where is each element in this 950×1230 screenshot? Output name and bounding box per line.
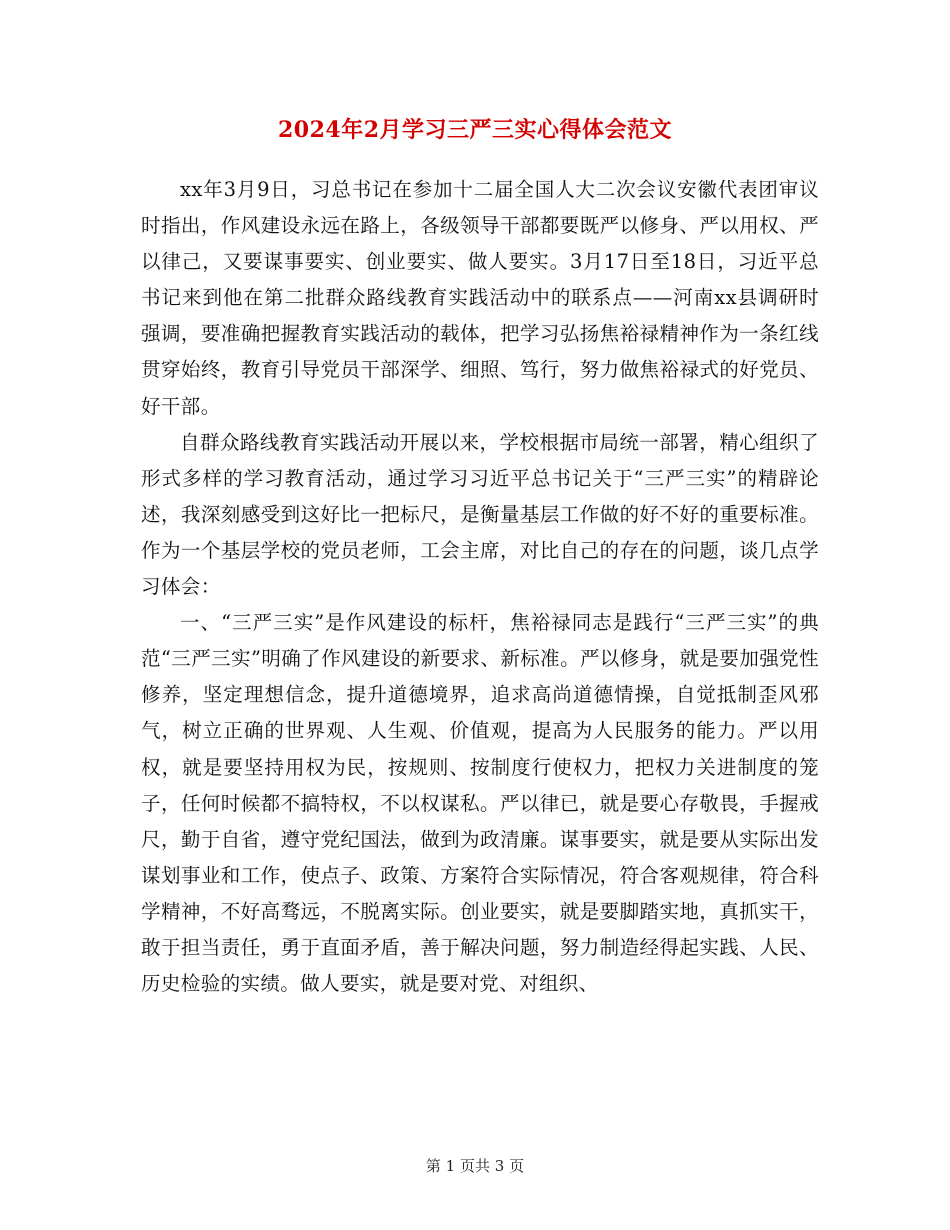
paragraph-point-one: 一、“三严三实”是作风建设的标杆，焦裕禄同志是践行“三严三实”的典范“三严三实”明确了作风建设的新要求、新标准。严以修身，就是要加强党性修养，坚定理想信念，提升道德境界，追求高尚道德情操，自觉抵制歪风邪气，树立正确的世界观、人生观、价值观，提高为人民服务的能力。严以用权，就是要坚持用权为民，按规则、按制度行使权力，把权力关进制度的笼子，任何时候都不搞特权，不以权谋私。严以律已，就是要心存敬畏，手握戒尺，勤于自省，遵守党纪国法，做到为政清廉。谋事要实，就是要从实际出发谋划事业和工作，使点子、政策、方案符合实际情况，符合客观规律，符合科学精神，不好高骛远，不脱离实际。创业要实，就是要脚踏实地，真抓实干，敢于担当责任，勇于直面矛盾，善于解决问题，努力制造经得起实践、人民、历史检验的实绩。做人要实，就是要对党、对组织、 — [141, 611, 819, 996]
document-body — [141, 172, 819, 1002]
paragraph-context: 自群众路线教育实践活动开展以来，学校根据市局统一部署，精心组织了形式多样的学习教育活动，通过学习习近平总书记关于“三严三实”的精辟论述，我深刻感受到这好比一把标尺，是衡量基层工作做的好不好的重要标准。作为一个基层学校的党员老师，工会主席，对比自己的存在的问题，谈几点学习体会： — [141, 430, 819, 599]
document-title: 2024年2月学习三严三实心得体会范文 — [277, 117, 673, 143]
paragraph-intro: xx年3月9日，习总书记在参加十二届全国人大二次会议安徽代表团审议时指出，作风建设永远在路上，各级领导干部都要既严以修身、严以用权、严以律己，又要谋事要实、创业要实、做人要实。3月17日至18日，习近平总书记来到他在第二批群众路线教育实践活动中的联系点——河南xx县调研时强调，要准确把握教育实践活动的载体，把学习弘扬焦裕禄精神作为一条红线贯穿始终，教育引导党员干部深学、细照、笃行，努力做焦裕禄式的好党员、好干部。 — [141, 178, 819, 418]
page-number-footer: 第 1 页共 3 页 — [425, 1157, 525, 1175]
